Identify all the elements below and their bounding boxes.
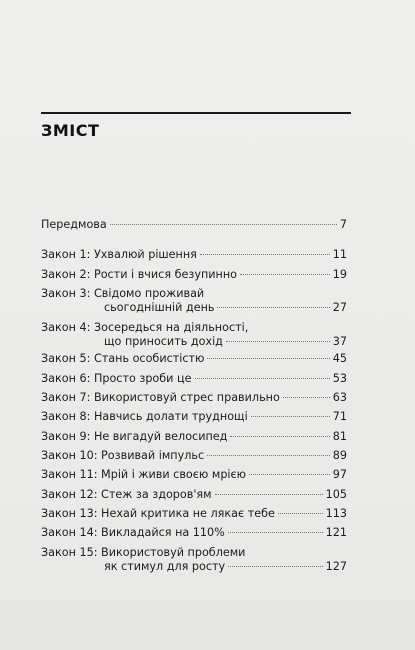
dot-leader	[228, 566, 322, 567]
toc-entry-law-15	[41, 546, 347, 574]
toc-entry-page: 19	[332, 268, 347, 281]
toc-entry-title: Закон 14: Викладайся на 110%	[41, 526, 225, 539]
toc-entry-law-2	[41, 268, 347, 282]
toc-entry-page: 121	[325, 526, 347, 539]
toc-entry-page: 63	[332, 391, 347, 404]
toc-entry-page: 81	[332, 430, 347, 443]
toc-entry-law-8	[41, 410, 347, 424]
toc-entry-law-10	[41, 449, 347, 463]
toc-entry-title: Закон 2: Рости і вчися безупинно	[41, 268, 238, 281]
toc-entry-page: 37	[332, 335, 347, 348]
dot-leader	[200, 254, 330, 255]
toc-entry-title: Закон 15: Використовуй проблеми	[41, 546, 246, 559]
toc-entry-title: Закон 5: Стань особистістю	[41, 352, 205, 365]
toc-entry-title: Закон 8: Навчись долати труднощі	[41, 410, 248, 423]
toc-entry-law-6	[41, 372, 347, 386]
toc-entry-page: 105	[325, 488, 347, 501]
toc-entry-title: Закон 7: Використовуй стрес правильно	[41, 391, 280, 404]
toc-entry-law-1	[41, 248, 347, 262]
dot-leader	[230, 436, 329, 437]
toc-entry-page: 11	[332, 248, 347, 261]
toc-entry-preface	[41, 218, 347, 232]
toc-heading: ЗМІСТ	[41, 121, 100, 140]
toc-entry-title: Закон 4: Зосередься на діяльності,	[41, 321, 249, 334]
dot-leader	[215, 494, 323, 495]
toc-entry-title: Закон 10: Розвивай імпульс	[41, 449, 205, 462]
heading-rule	[41, 112, 351, 114]
dot-leader	[207, 455, 330, 456]
toc-entry-title: Закон 12: Стеж за здоров'ям	[41, 488, 212, 501]
toc-entry-law-4	[41, 321, 347, 349]
toc-entry-title: Передмова	[41, 218, 107, 231]
dot-leader	[240, 274, 330, 275]
toc-entry-title: Закон 13: Нехай критика не лякає тебе	[41, 507, 275, 520]
toc-entry-page: 71	[332, 410, 347, 423]
toc-entry-title-cont: сьогоднішній день	[104, 301, 215, 314]
toc-entry-page: 53	[332, 372, 347, 385]
dot-leader	[110, 224, 337, 225]
toc-entry-page: 45	[332, 352, 347, 365]
dot-leader	[283, 397, 330, 398]
toc-entry-page: 97	[332, 468, 347, 481]
toc-entry-law-11	[41, 468, 347, 482]
toc-entry-title: Закон 3: Свідомо проживай	[41, 287, 205, 300]
dot-leader	[251, 416, 330, 417]
toc-entry-law-9	[41, 430, 347, 444]
toc-entry-title: Закон 9: Не вигадуй велосипед	[41, 430, 228, 443]
toc-entry-page: 7	[339, 218, 347, 231]
dot-leader	[217, 307, 329, 308]
toc-entry-title-cont: як стимул для росту	[104, 560, 226, 573]
toc-entry-law-3	[41, 287, 347, 315]
dot-leader	[249, 474, 330, 475]
dot-leader	[207, 358, 329, 359]
toc-entry-law-13	[41, 507, 347, 521]
toc-entry-page: 27	[332, 301, 347, 314]
dot-leader	[226, 341, 330, 342]
toc-entry-title: Закон 1: Ухвалюй рішення	[41, 248, 197, 261]
toc-entry-page: 127	[325, 560, 347, 573]
toc-entry-title-cont: що приносить дохід	[104, 335, 223, 348]
dot-leader	[278, 513, 323, 514]
toc-entry-page: 89	[332, 449, 347, 462]
toc-entry-page: 113	[325, 507, 347, 520]
dot-leader	[195, 378, 330, 379]
toc-entry-law-14	[41, 526, 347, 540]
dot-leader	[228, 532, 323, 533]
toc-entry-law-5	[41, 352, 347, 366]
toc-entry-title: Закон 11: Мрій і живи своєю мрією	[41, 468, 247, 481]
toc-entry-title: Закон 6: Просто зроби це	[41, 372, 192, 385]
toc-entry-law-7	[41, 391, 347, 405]
toc-entry-law-12	[41, 488, 347, 502]
